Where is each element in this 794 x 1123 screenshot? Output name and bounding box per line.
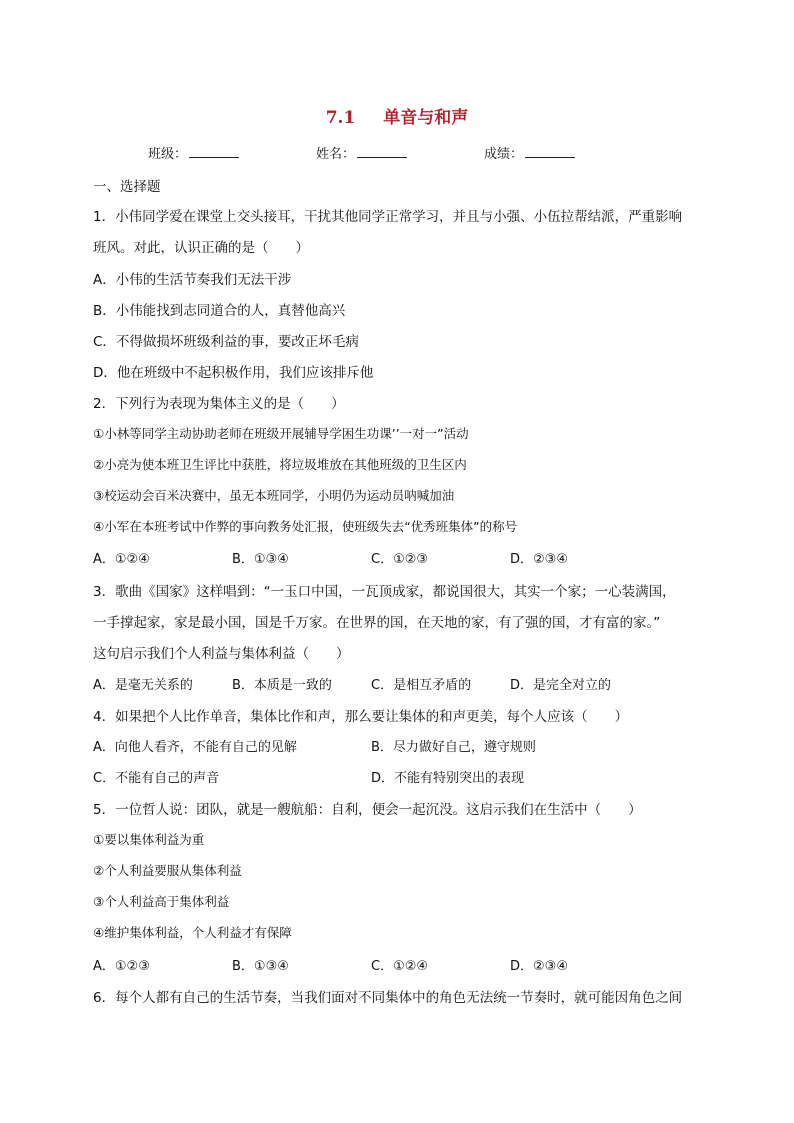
score-blank[interactable] bbox=[525, 145, 575, 158]
name-field bbox=[316, 143, 407, 162]
q3-option-b[interactable]: B．本质是一致的 bbox=[232, 678, 332, 693]
q4-option-a[interactable]: A．向他人看齐，不能有自己的见解 bbox=[93, 740, 297, 755]
q4-stem: 4．如果把个人比作单音，集体比作和声，那么要让集体的和声更美，每个人应该（ ） bbox=[93, 709, 629, 725]
q1-stem-line2: 班风。对此，认识正确的是（ ） bbox=[93, 240, 309, 256]
name-label: 姓名： bbox=[316, 147, 356, 162]
q2-statement-1: ①小林等同学主动协助老师在班级开展辅导学困生功课’’一对一”活动 bbox=[93, 426, 469, 441]
q2-statement-3: ③校运动会百米决赛中，虽无本班同学，小明仍为运动员呐喊加油 bbox=[93, 488, 455, 503]
page-title bbox=[0, 103, 794, 128]
section-heading: 一、选择题 bbox=[93, 179, 161, 195]
lesson-title: 单音与和声 bbox=[383, 108, 469, 128]
q5-statement-3: ③个人利益高于集体利益 bbox=[93, 894, 230, 909]
q3-option-c[interactable]: C．是相互矛盾的 bbox=[371, 678, 472, 693]
q5-stem: 5．一位哲人说：团队，就是一艘航船：自利，便会一起沉没。这启示我们在生活中（ ） bbox=[93, 802, 642, 818]
q4-option-c[interactable]: C．不能有自己的声音 bbox=[93, 771, 220, 786]
q5-option-d[interactable]: D．②③④ bbox=[510, 959, 568, 974]
q4-option-b[interactable]: B．尽力做好自己，遵守规则 bbox=[371, 740, 536, 755]
q5-statement-2: ②个人利益要服从集体利益 bbox=[93, 863, 242, 878]
q5-statement-4: ④维护集体利益，个人利益才有保障 bbox=[93, 925, 292, 940]
q6-stem-line1: 6．每个人都有自己的生活节奏，当我们面对不同集体中的角色无法统一节奏时，就可能因角色之间 bbox=[93, 990, 683, 1006]
q5-statement-1: ①要以集体利益为重 bbox=[93, 832, 205, 847]
q5-option-a[interactable]: A．①②③ bbox=[93, 959, 150, 974]
q2-statement-4: ④小军在本班考试中作弊的事向教务处汇报，使班级失去“优秀班集体”的称号 bbox=[93, 519, 518, 534]
q2-statement-2: ②小亮为使本班卫生评比中获胜，将垃圾堆放在其他班级的卫生区内 bbox=[93, 457, 467, 472]
q1-stem-line1: 1．小伟同学爱在课堂上交头接耳，干扰其他同学正常学习，并且与小强、小伍拉帮结派，严重影响 bbox=[93, 209, 683, 225]
q4-option-d[interactable]: D．不能有特别突出的表现 bbox=[371, 771, 525, 786]
q2-option-b[interactable]: B．①③④ bbox=[232, 552, 289, 567]
q2-option-a[interactable]: A．①②④ bbox=[93, 552, 150, 567]
q3-option-d[interactable]: D．是完全对立的 bbox=[510, 678, 612, 693]
q2-option-d[interactable]: D．②③④ bbox=[510, 552, 568, 567]
q2-stem: 2．下列行为表现为集体主义的是（ ） bbox=[93, 396, 345, 412]
q1-option-d[interactable]: D．他在班级中不起积极作用，我们应该排斥他 bbox=[93, 365, 374, 381]
score-label: 成绩： bbox=[484, 147, 524, 162]
q5-option-c[interactable]: C．①②④ bbox=[371, 959, 429, 974]
name-blank[interactable] bbox=[357, 145, 407, 158]
lesson-number: 7.1 bbox=[325, 108, 356, 128]
class-field bbox=[148, 143, 239, 162]
class-blank[interactable] bbox=[189, 145, 239, 158]
q3-stem-line3: 这句启示我们个人利益与集体利益（ ） bbox=[93, 646, 350, 662]
q5-option-b[interactable]: B．①③④ bbox=[232, 959, 289, 974]
q3-stem-line2: 一手撑起家，家是最小国，国是千万家。在世界的国，在天地的家，有了强的国，才有富的家。” bbox=[93, 615, 661, 631]
score-field bbox=[484, 143, 575, 162]
class-label: 班级： bbox=[148, 147, 188, 162]
q1-option-b[interactable]: B．小伟能找到志同道合的人，真替他高兴 bbox=[93, 303, 346, 319]
q2-option-c[interactable]: C．①②③ bbox=[371, 552, 429, 567]
q1-option-a[interactable]: A．小伟的生活节奏我们无法干涉 bbox=[93, 272, 292, 288]
q1-option-c[interactable]: C．不得做损坏班级利益的事，要改正坏毛病 bbox=[93, 334, 359, 350]
q3-stem-line1: 3．歌曲《国家》这样唱到：“一玉口中国，一瓦顶成家，都说国很大，其实一个家；一心装满国， bbox=[93, 584, 676, 600]
q3-option-a[interactable]: A．是毫无关系的 bbox=[93, 678, 193, 693]
